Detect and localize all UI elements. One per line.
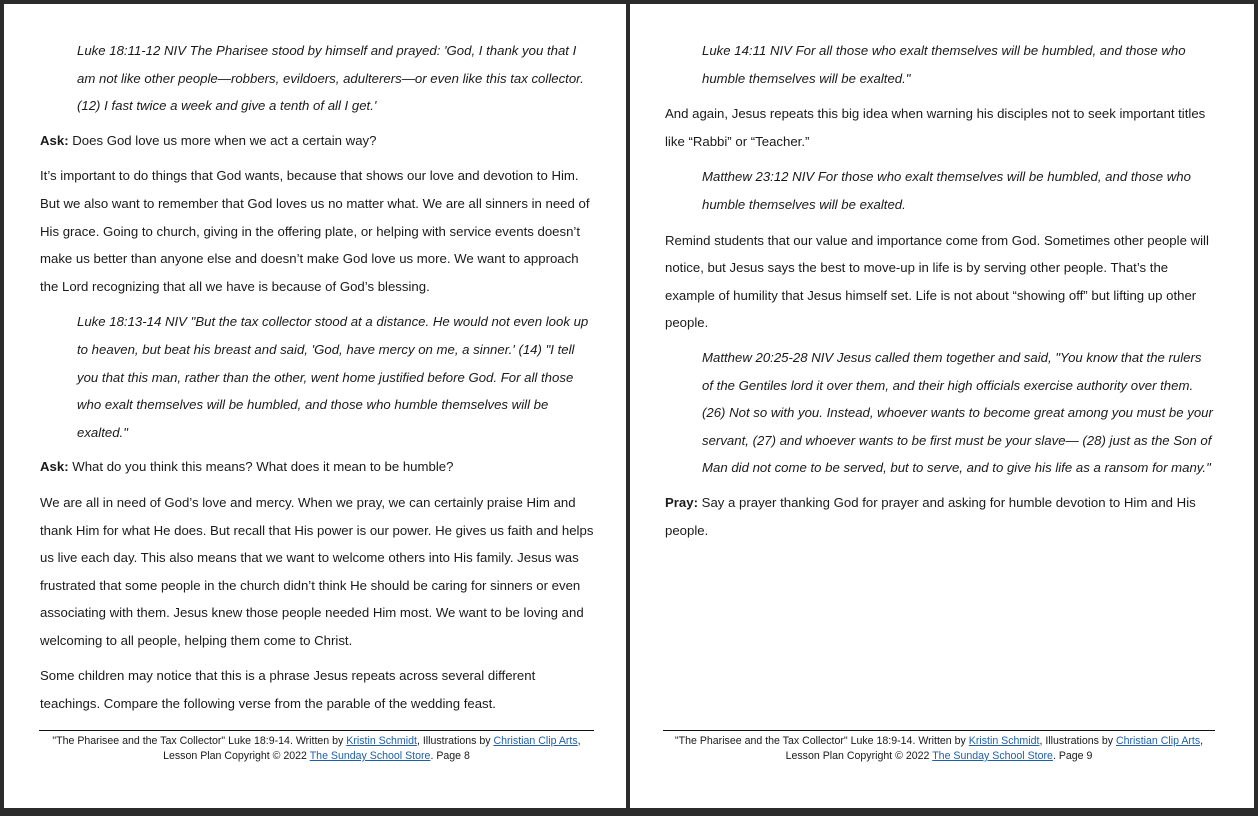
footer-credits (663, 734, 1215, 764)
footer-credits (39, 734, 594, 764)
store-link[interactable]: The Sunday School Store (309, 750, 431, 762)
footer-copyright-text: , Lesson Plan Copyright © 2022 (785, 735, 1204, 762)
pray-text: Say a prayer thanking God for prayer and asking for humble devotion to Him and His people. (665, 494, 1196, 538)
body-paragraph: And again, Jesus repeats this big idea when warning his disciples not to seek important titles like “Rabbi” or “Teacher.” (665, 106, 1206, 149)
scripture-verse: Luke 18:11-12 NIV The Pharisee stood by himself and prayed: 'God, I thank you that I am not like other people—robbers, evildoers, adulterers—or even like this tax collector. (12) I fast twice a week and give a tenth of all I get.' (77, 43, 584, 114)
ask-text: What do you think this means? What does it mean to be humble? (68, 459, 454, 475)
page-footer (39, 730, 594, 764)
scripture-verse: Matthew 20:25-28 NIV Jesus called them together and said, "You know that the rulers of the Gentiles lord it over them, and their high officials exercise authority over them. (26) Not so with you. Instead, whoever wants to become great among you must be your servant, (27) and whoever wants to be first must be your slave— (28) just as the Son of Man did not come to be served, but to serve, and to give his life as a ransom for many." (702, 349, 1213, 476)
ask-prompt (40, 127, 594, 155)
footer-copyright-text: , Lesson Plan Copyright © 2022 (163, 735, 581, 762)
document-page-9 (630, 4, 1254, 808)
body-paragraph: Remind students that our value and importance come from God. Sometimes other people will notice, but Jesus says the best to move-up in life is by serving other people. That’s the example of humility that Jesus himself set. Life is not about “showing off” but lifting up other people. (665, 232, 1209, 331)
footer-illustrations-text: , Illustrations by (1039, 735, 1116, 747)
ask-text: Does God love us more when we act a certain way? (68, 132, 377, 148)
document-page-8 (4, 4, 626, 808)
footer-divider (39, 730, 594, 731)
footer-title: "The Pharisee and the Tax Collector" Luke 18:9-14. Written by (674, 735, 969, 747)
scripture-verse: Luke 14:11 NIV For all those who exalt themselves will be humbled, and those who humble themselves will be exalted." (702, 43, 1186, 86)
body-paragraph: Some children may notice that this is a phrase Jesus repeats across several different teachings. Compare the following verse from the parable of the wedding feast. (40, 668, 536, 712)
author-link[interactable]: Kristin Schmidt (346, 735, 417, 747)
page-number: . Page 9 (1052, 750, 1093, 762)
ask-prompt (40, 453, 594, 481)
ask-label: Ask: (40, 132, 69, 148)
illustrator-link[interactable]: Christian Clip Arts (493, 735, 578, 747)
body-paragraph: We are all in need of God’s love and mercy. When we pray, we can certainly praise Him and thank Him for what He does. But recall that His power is our power. He gives us faith and helps us live each day. This also means that we want to welcome others into His family. Jesus was frustrated that some people in the church didn’t think He should be caring for sinners or even associating with them. Jesus knew those people needed Him most. We want to be loving and welcoming to all people, helping them come to Christ. (40, 494, 594, 648)
footer-divider (663, 730, 1215, 731)
page-number: . Page 8 (430, 750, 470, 762)
page-footer (663, 730, 1215, 764)
author-link[interactable]: Kristin Schmidt (968, 735, 1040, 747)
illustrator-link[interactable]: Christian Clip Arts (1115, 735, 1201, 747)
footer-illustrations-text: , Illustrations by (416, 735, 494, 747)
pray-label: Pray: (665, 494, 698, 510)
page-content (4, 4, 626, 718)
body-paragraph: It’s important to do things that God wants, because that shows our love and devotion to Him. But we also want to remember that God loves us no matter what. We are all sinners in need of His grace. Going to church, giving in the offering plate, or helping with service events doesn’t make us better than anyone else and doesn’t make God love us more. We want to approach the Lord recognizing that all we have is because of God’s blessing. (40, 168, 590, 294)
scripture-verse: Luke 18:13-14 NIV "But the tax collector stood at a distance. He would not even look up to heaven, but beat his breast and said, 'God, have mercy on me, a sinner.' (14) "I tell you that this man, rather than the other, went home justified before God. For all those who exalt themselves will be humbled, and those who humble themselves will be exalted." (77, 314, 589, 440)
scripture-verse: Matthew 23:12 NIV For those who exalt themselves will be humbled, and those who humble themselves will be exalted. (702, 169, 1191, 212)
page-content (630, 4, 1254, 544)
pray-prompt (665, 489, 1216, 544)
store-link[interactable]: The Sunday School Store (932, 750, 1053, 762)
footer-title: "The Pharisee and the Tax Collector" Luke 18:9-14. Written by (52, 735, 347, 747)
ask-label: Ask: (40, 459, 69, 475)
